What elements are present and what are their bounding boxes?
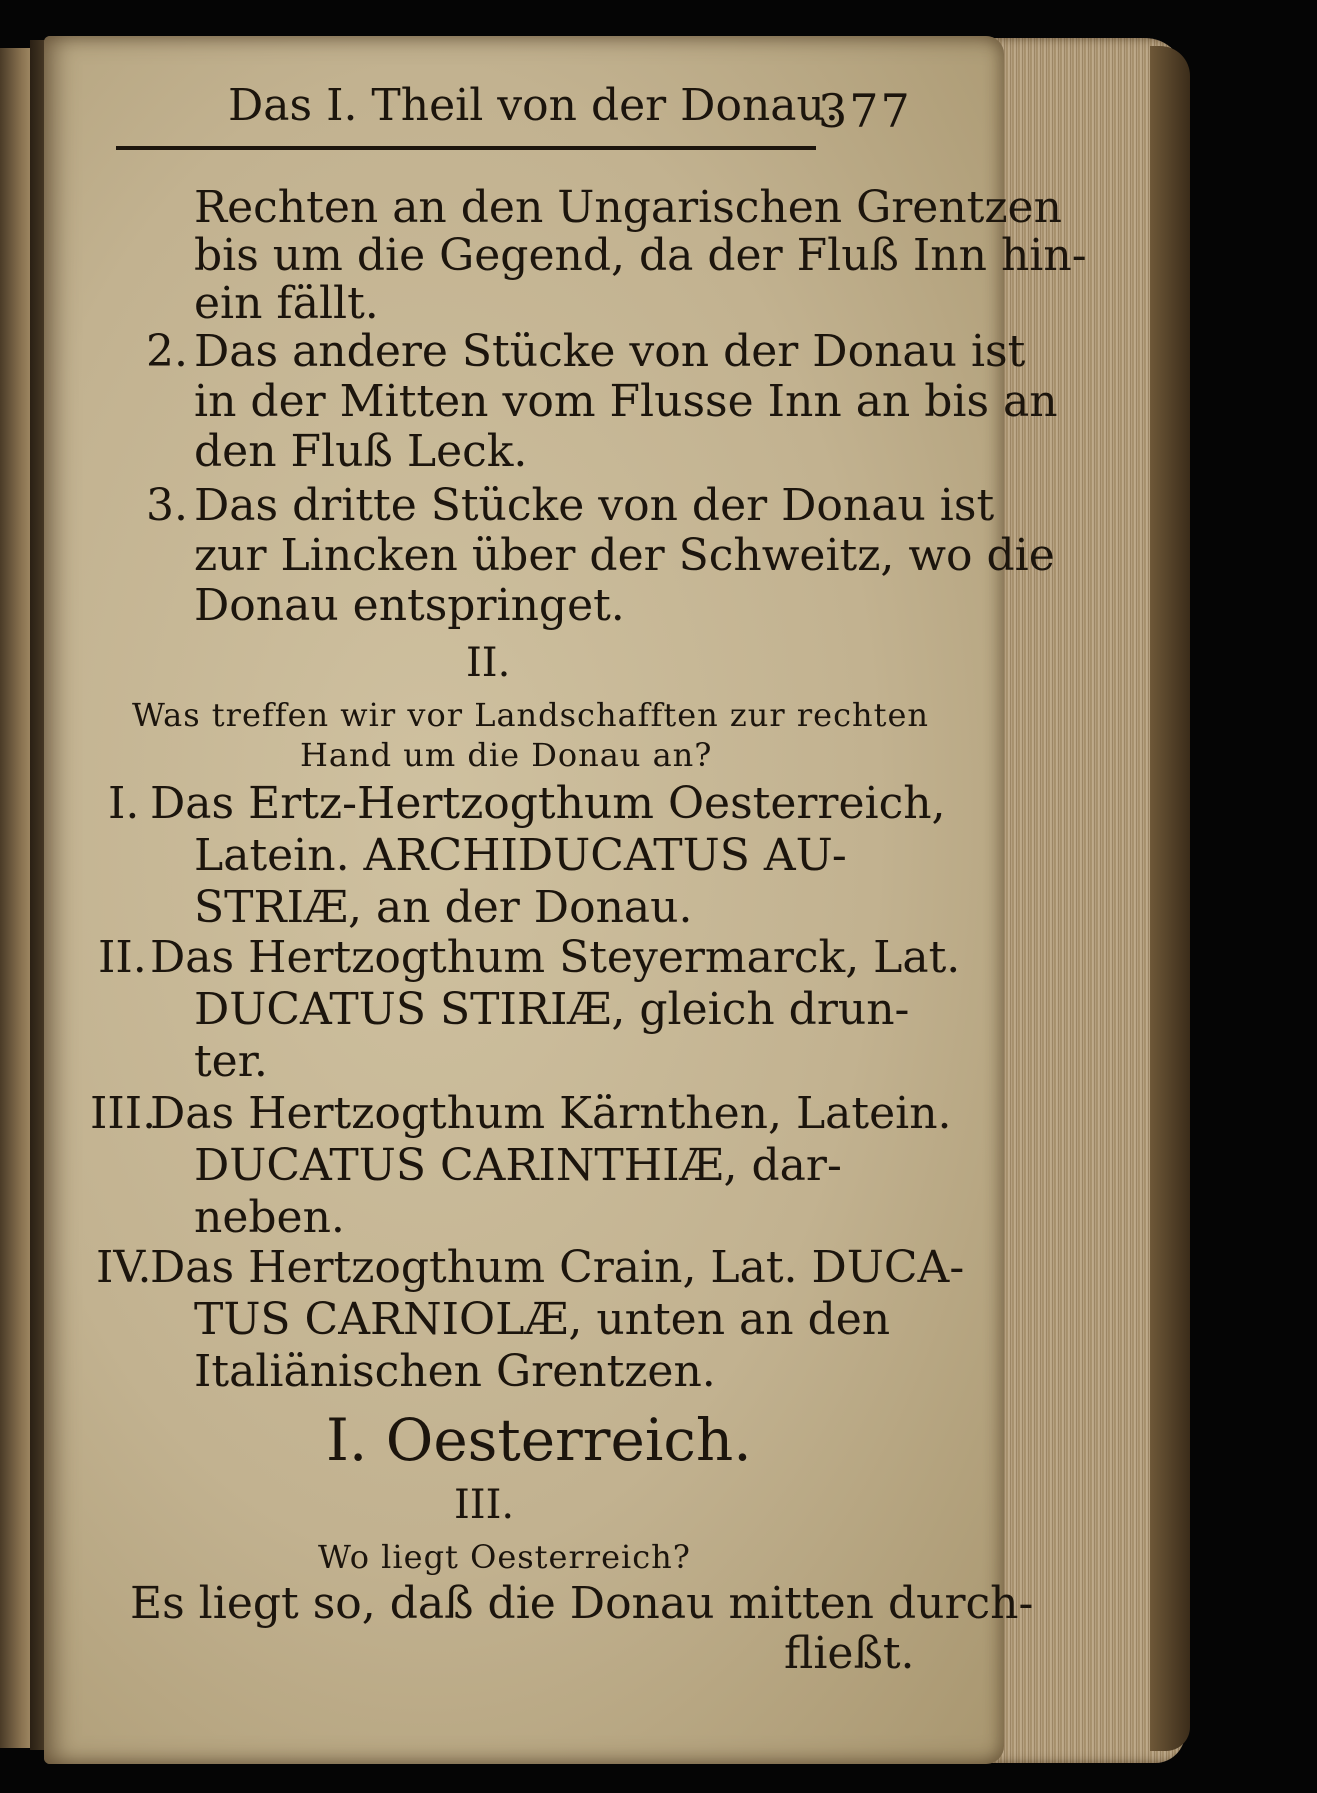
text-line: Das Hertzogthum Crain, Lat. DUCA- [150, 1242, 965, 1293]
text-line: Das andere Stücke von der Donau ist [194, 326, 1026, 377]
running-header-title: Das I. Theil von der Donau. [228, 80, 839, 131]
text-line: STRIÆ, an der Donau. [194, 882, 693, 933]
text-line: DUCATUS STIRIÆ, gleich drun- [194, 984, 910, 1035]
text-line: Es liegt so, daß die Donau mitten durch- [130, 1578, 1034, 1629]
page-number: 377 [818, 84, 912, 138]
text-line: Das dritte Stücke von der Donau ist [194, 480, 995, 531]
text-line: neben. [194, 1192, 345, 1243]
book-fore-edge [1150, 46, 1190, 1751]
text-line: den Fluß Leck. [194, 426, 528, 477]
text-line: bis um die Gegend, da der Fluß Inn hin- [194, 230, 1087, 281]
item-number: II. [98, 932, 147, 983]
item-number: IV. [96, 1242, 152, 1293]
text-line: DUCATUS CARINTHIÆ, dar- [194, 1140, 842, 1191]
header-rule [116, 146, 816, 150]
text-line: Italiänischen Grentzen. [194, 1346, 716, 1397]
text-line: fließt. [784, 1628, 915, 1679]
text-line: in der Mitten vom Flusse Inn an bis an [194, 376, 1058, 427]
text-line: Donau entspringet. [194, 580, 625, 631]
text-line: TUS CARNIOLÆ, unten an den [194, 1294, 891, 1345]
text-line: Latein. ARCHIDUCATUS AU- [194, 830, 847, 881]
question-line: Wo liegt Oesterreich? [318, 1538, 691, 1576]
section-number: II. [466, 640, 511, 686]
text-line: Das Hertzogthum Steyermarck, Lat. [150, 932, 961, 983]
item-number: III. [90, 1088, 157, 1139]
paragraph-number: 3. [146, 480, 188, 531]
text-line: zur Lincken über der Schweitz, wo die [194, 530, 1055, 581]
text-line: Rechten an den Ungarischen Grentzen [194, 182, 1062, 233]
item-number: I. [108, 778, 140, 829]
text-line: Das Hertzogthum Kärnthen, Latein. [150, 1088, 952, 1139]
paragraph-number: 2. [146, 326, 188, 377]
chapter-heading: I. Oesterreich. [326, 1406, 752, 1474]
section-number: III. [454, 1482, 515, 1528]
text-line: ter. [194, 1036, 268, 1087]
text-line: ein fällt. [194, 278, 379, 329]
text-line: Das Ertz-Hertzogthum Oesterreich, [150, 778, 946, 829]
question-line: Hand um die Donau an? [300, 736, 713, 774]
question-line: Was treffen wir vor Landschafften zur rechten [132, 696, 930, 734]
